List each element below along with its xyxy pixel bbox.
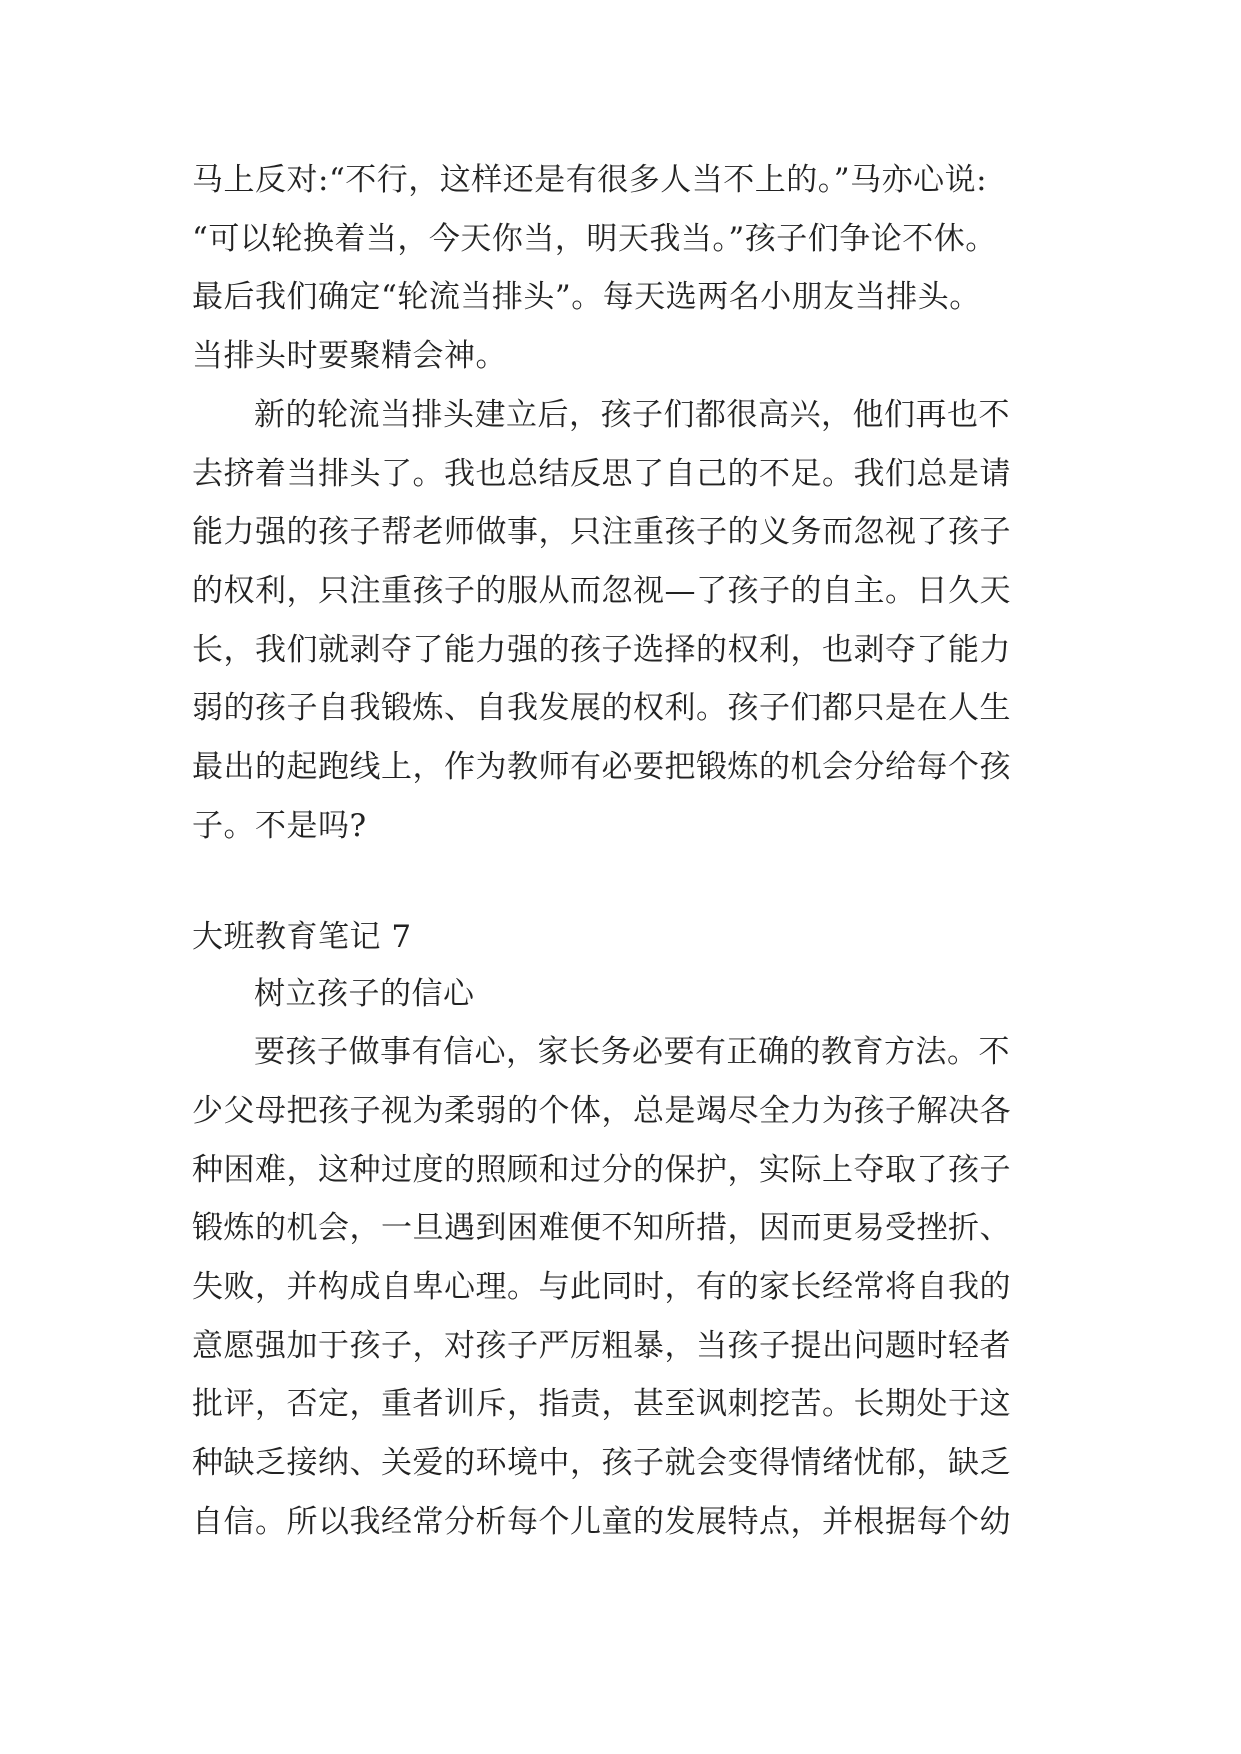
section-heading: 大班教育笔记 7 (192, 919, 412, 955)
paragraph-line: 种困难，这种过度的照顾和过分的保护，实际上夺取了孩子 (192, 1152, 1011, 1188)
paragraph-line: 最后我们确定“轮流当排头”。每天选两名小朋友当排头。 (192, 279, 981, 315)
paragraph-line: 长，我们就剥夺了能力强的孩子选择的权利，也剥夺了能力 (192, 632, 1011, 668)
paragraph-line: 去挤着当排头了。我也总结反思了自己的不足。我们总是请 (192, 456, 1011, 492)
paragraph-line: 弱的孩子自我锻炼、自我发展的权利。孩子们都只是在人生 (192, 690, 1011, 726)
paragraph-line: 当排头时要聚精会神。 (192, 338, 507, 374)
paragraph-line: 子。不是吗? (192, 808, 367, 844)
paragraph-line: 新的轮流当排头建立后，孩子们都很高兴，他们再也不 (254, 397, 1010, 433)
paragraph-line: 马上反对:“不行，这样还是有很多人当不上的。”马亦心说: (192, 162, 988, 198)
paragraph-line: 种缺乏接纳、关爱的环境中，孩子就会变得情绪忧郁，缺乏 (192, 1445, 1011, 1481)
section-subtitle: 树立孩子的信心 (254, 976, 475, 1012)
paragraph-line: 失败，并构成自卑心理。与此同时，有的家长经常将自我的 (192, 1269, 1011, 1305)
paragraph-line: 锻炼的机会，一旦遇到困难便不知所措，因而更易受挫折、 (192, 1210, 1011, 1246)
paragraph-line: 要孩子做事有信心，家长务必要有正确的教育方法。不 (254, 1034, 1010, 1070)
paragraph-line: 意愿强加于孩子，对孩子严厉粗暴，当孩子提出问题时轻者 (192, 1328, 1011, 1364)
paragraph-line: 少父母把孩子视为柔弱的个体，总是竭尽全力为孩子解决各 (192, 1093, 1011, 1129)
paragraph-line: 的权利，只注重孩子的服从而忽视—了孩子的自主。日久天 (192, 573, 1011, 609)
paragraph-line: “可以轮换着当，今天你当，明天我当。”孩子们争论不休。 (192, 221, 997, 257)
paragraph-line: 批评，否定，重者训斥，指责，甚至讽刺挖苦。长期处于这 (192, 1386, 1011, 1422)
paragraph-line: 能力强的孩子帮老师做事，只注重孩子的义务而忽视了孩子 (192, 514, 1011, 550)
paragraph-line: 最出的起跑线上，作为教师有必要把锻炼的机会分给每个孩 (192, 749, 1011, 785)
paragraph-line: 自信。所以我经常分析每个儿童的发展特点，并根据每个幼 (192, 1504, 1011, 1540)
